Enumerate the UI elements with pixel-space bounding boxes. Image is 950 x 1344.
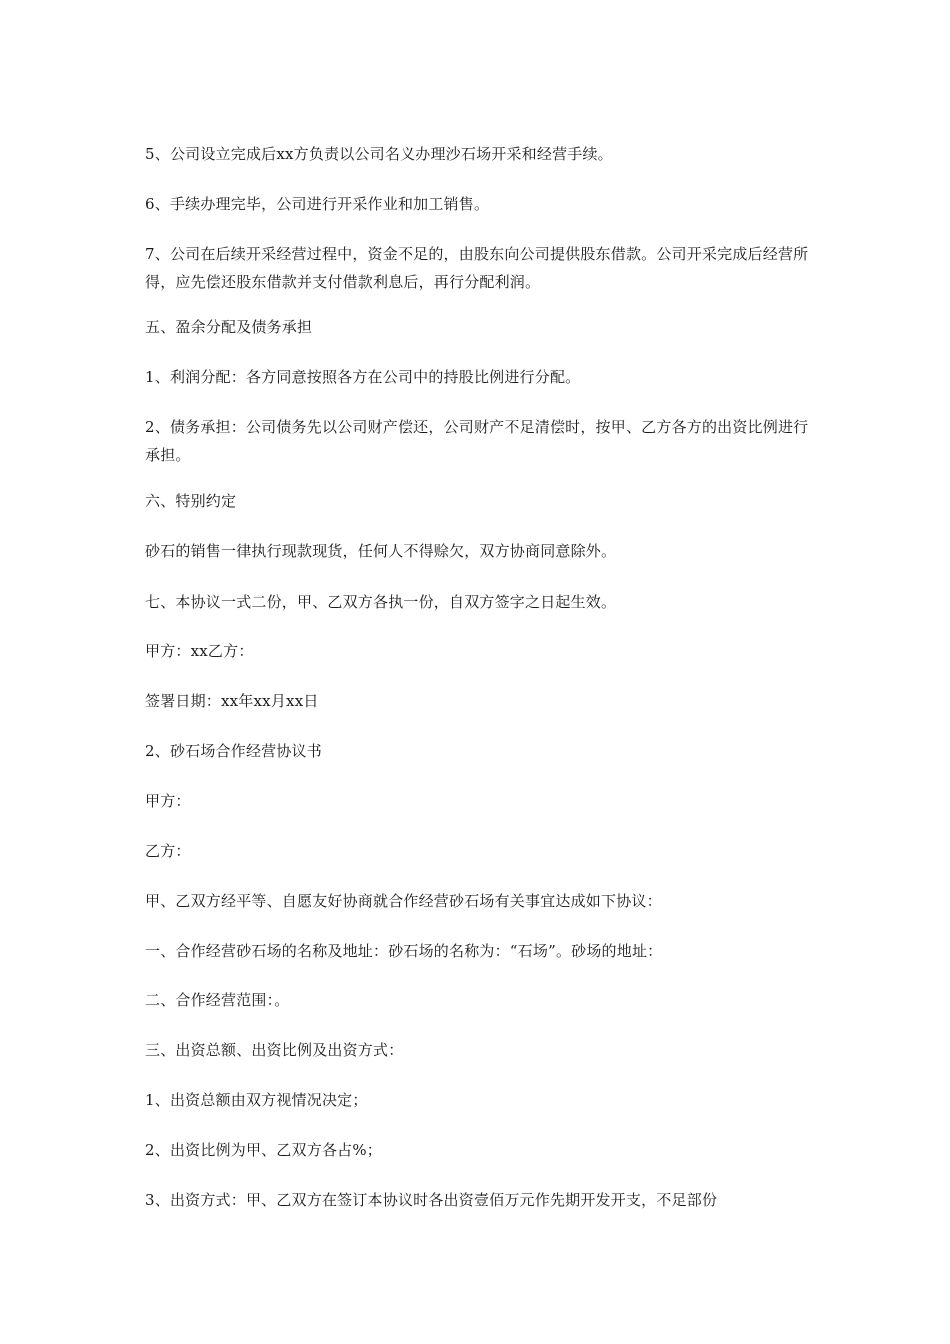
section-7-effectiveness: 七、本协议一式二份，甲、乙双方各执一份，自双方签字之日起生效。 bbox=[145, 593, 617, 611]
agreement-preamble: 甲、乙双方经平等、自愿友好协商就合作经营砂石场有关事宜达成如下协议： bbox=[145, 892, 662, 910]
agreement-2-title: 2、砂石场合作经营协议书 bbox=[145, 742, 322, 760]
capital-ratio-clause: 2、出资比例为甲、乙双方各占%； bbox=[145, 1141, 382, 1159]
party-a-line: 甲方： bbox=[145, 792, 191, 810]
section-2-business-scope: 二、合作经营范围：。 bbox=[145, 991, 290, 1009]
party-b-line: 乙方： bbox=[145, 842, 191, 860]
profit-distribution-clause: 1、利润分配：各方同意按照各方在公司中的持股比例进行分配。 bbox=[145, 368, 581, 386]
section-1-name-address: 一、合作经营砂石场的名称及地址：砂石场的名称为：“石场”。砂场的地址： bbox=[145, 942, 663, 960]
capital-total-clause: 1、出资总额由双方视情况决定； bbox=[145, 1091, 368, 1109]
signing-date-line: 签署日期：xx年xx月xx日 bbox=[145, 692, 319, 710]
sales-policy-clause: 砂石的销售一律执行现款现货，任何人不得赊欠，双方协商同意除外。 bbox=[145, 542, 617, 560]
clause-5-company-procedures: 5、公司设立完成后xx方负责以公司名义办理沙石场开采和经营手续。 bbox=[145, 145, 613, 163]
section-3-capital-heading: 三、出资总额、出资比例及出资方式： bbox=[145, 1041, 404, 1059]
party-signature-line: 甲方：xx乙方： bbox=[145, 642, 254, 660]
section-6-heading: 六、特别约定 bbox=[145, 492, 237, 510]
clause-7-shareholder-loans: 7、公司在后续开采经营过程中，资金不足的，由股东向公司提供股东借款。公司开采完成后经营所得，应先偿还股东借款并支付借款利息后，再行分配利润。 bbox=[145, 245, 809, 291]
capital-method-clause: 3、出资方式：甲、乙双方在签订本协议时各出资壹佰万元作先期开发开支，不足部份 bbox=[145, 1191, 718, 1209]
clause-6-mining-operations: 6、手续办理完毕，公司进行开采作业和加工销售。 bbox=[145, 195, 490, 213]
section-5-heading: 五、盈余分配及债务承担 bbox=[145, 318, 313, 336]
debt-bearing-clause: 2、债务承担：公司债务先以公司财产偿还，公司财产不足清偿时，按甲、乙方各方的出资比例进行承担。 bbox=[145, 418, 809, 464]
